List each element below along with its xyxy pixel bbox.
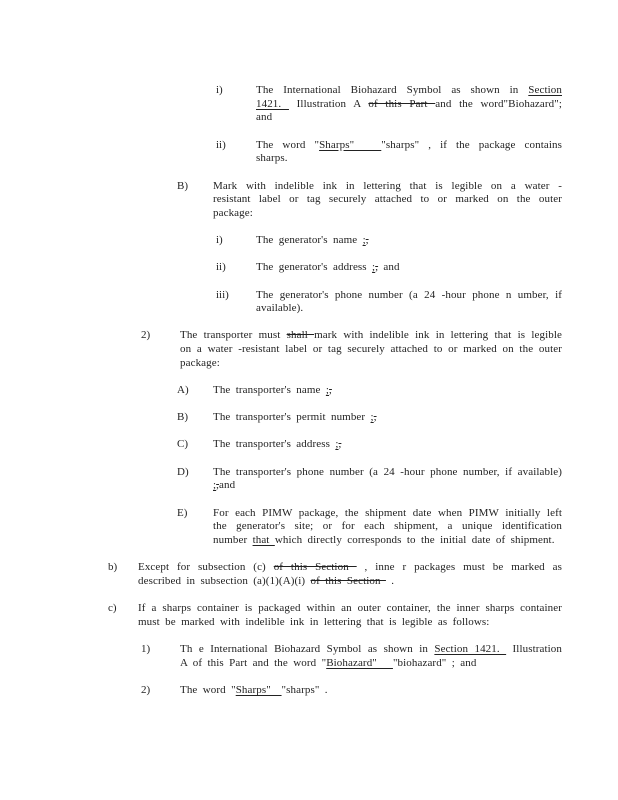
text-run: Th e International Biohazard Symbol as shown in: [180, 642, 435, 655]
list-item: [0, 684, 618, 698]
text-run: The word ": [256, 138, 320, 151]
inserted-text: ;: [335, 438, 339, 451]
list-item: [0, 329, 618, 370]
deleted-text: shall: [286, 329, 315, 342]
list-marker: i): [216, 234, 223, 247]
inserted-text: Sharps": [319, 138, 382, 151]
text-run: Illustration A: [288, 97, 369, 110]
inserted-text: Section 1421.: [434, 642, 507, 655]
list-marker: E): [177, 506, 188, 519]
text-run: The word ": [180, 683, 236, 696]
text-run: The transporter's permit number: [213, 411, 371, 424]
list-item: [0, 139, 618, 166]
text-run: and: [219, 479, 236, 492]
paragraph-text: [256, 261, 562, 275]
list-item: [0, 507, 618, 548]
list-item: [0, 84, 618, 125]
text-run: , inne r packages must be marked as described in subsection (a)(1)(A)(i): [138, 561, 563, 587]
text-run: The transporter's name: [213, 384, 326, 397]
deleted-text: ,: [365, 234, 369, 247]
text-run: Mark with indelible ink in lettering that is legible on a water - resistant label or tag securely attached to or marked on the outer package:: [213, 179, 562, 219]
text-run: The generator's address: [256, 261, 373, 274]
list-marker: ii): [216, 261, 226, 274]
list-marker: 2): [141, 329, 151, 342]
inserted-text: ;: [370, 411, 374, 424]
paragraph-text: [180, 643, 562, 670]
text-run: mark with indelible ink in lettering that is legible on a water -resistant label or tag securely attached to or marked on the outer package:: [180, 329, 562, 369]
list-marker: B): [177, 411, 188, 424]
text-run: The International Biohazard Symbol as shown in: [256, 84, 529, 96]
list-item: [0, 466, 618, 493]
deleted-text: of this Part: [368, 97, 436, 110]
paragraph-text: [213, 411, 562, 425]
list-marker: iii): [216, 288, 229, 301]
paragraph-text: [138, 561, 562, 588]
deleted-text: ,: [338, 438, 342, 451]
paragraph-text: [180, 684, 562, 698]
list-marker: B): [177, 179, 188, 192]
paragraph-text: [256, 84, 562, 125]
list-item: [0, 438, 618, 452]
text-run: If a sharps container is packaged within an outer container, the inner sharps container must be marked with indelible ink in lettering that is legible as follows:: [138, 602, 562, 628]
text-run: and: [378, 261, 400, 274]
inserted-text: ;: [372, 261, 376, 274]
inserted-text: ;: [213, 479, 217, 492]
paragraph-text: [213, 507, 562, 548]
list-item: [0, 561, 618, 588]
text-run: For each PIMW package, the shipment date when PIMW initially left the generator's site; or for each shipment, a unique identification number: [213, 506, 562, 546]
paragraph-text: [256, 139, 562, 166]
text-run: The transporter's phone number (a 24 -hour phone number, if available): [213, 465, 562, 478]
list-item: [0, 643, 618, 670]
list-item: [0, 234, 618, 248]
paragraph-text: [213, 438, 562, 452]
paragraph-text: [213, 384, 562, 398]
inserted-text: Biohazard": [326, 656, 393, 669]
list-marker: c): [108, 602, 117, 615]
deleted-text: ,: [329, 384, 332, 397]
list-item: [0, 384, 618, 398]
inserted-text: Section 1421.: [256, 84, 562, 110]
paragraph-text: [138, 602, 562, 629]
list-item: [0, 411, 618, 425]
inserted-text: that: [252, 533, 275, 546]
list-marker: 2): [141, 683, 151, 696]
deleted-text: of this Section: [273, 561, 357, 574]
text-run: "sharps" .: [281, 683, 328, 696]
list-marker: C): [177, 438, 188, 451]
list-marker: b): [108, 561, 118, 574]
text-run: The transporter must: [180, 329, 287, 342]
paragraph-text: [256, 289, 562, 316]
document-body: [0, 84, 618, 711]
list-item: [0, 289, 618, 316]
text-run: The generator's phone number (a 24 -hour phone n umber, if available).: [256, 288, 562, 315]
inserted-text: ;: [325, 384, 330, 397]
list-item: [0, 602, 618, 629]
list-item: [0, 180, 618, 221]
list-marker: D): [177, 465, 189, 478]
list-item: [0, 261, 618, 275]
text-run: The transporter's address: [213, 438, 336, 451]
deleted-text: of this Section: [310, 574, 386, 587]
text-run: Except for subsection (c): [138, 561, 274, 574]
paragraph-text: [180, 329, 562, 370]
list-marker: ii): [216, 138, 226, 151]
text-run: "biohazard" ; and: [392, 656, 477, 669]
deleted-text: ,: [216, 479, 220, 492]
text-run: "sharps" , if the package contains sharps.: [256, 138, 562, 165]
list-marker: A): [177, 384, 189, 397]
paragraph-text: [213, 180, 562, 221]
text-run: Illustration A of this Part and the word ": [180, 642, 562, 669]
text-run: and the word"Biohazard"; and: [256, 97, 562, 124]
text-run: The generator's name: [256, 234, 363, 247]
list-marker: 1): [141, 642, 151, 655]
deleted-text: ,: [373, 411, 377, 424]
paragraph-text: [213, 466, 562, 493]
inserted-text: ;: [362, 234, 366, 247]
text-run: which directly corresponds to the initial date of shipment.: [274, 533, 555, 546]
text-run: .: [385, 574, 395, 587]
deleted-text: ,: [375, 261, 379, 274]
list-marker: i): [216, 84, 223, 96]
paragraph-text: [256, 234, 562, 248]
inserted-text: Sharps": [235, 683, 282, 696]
